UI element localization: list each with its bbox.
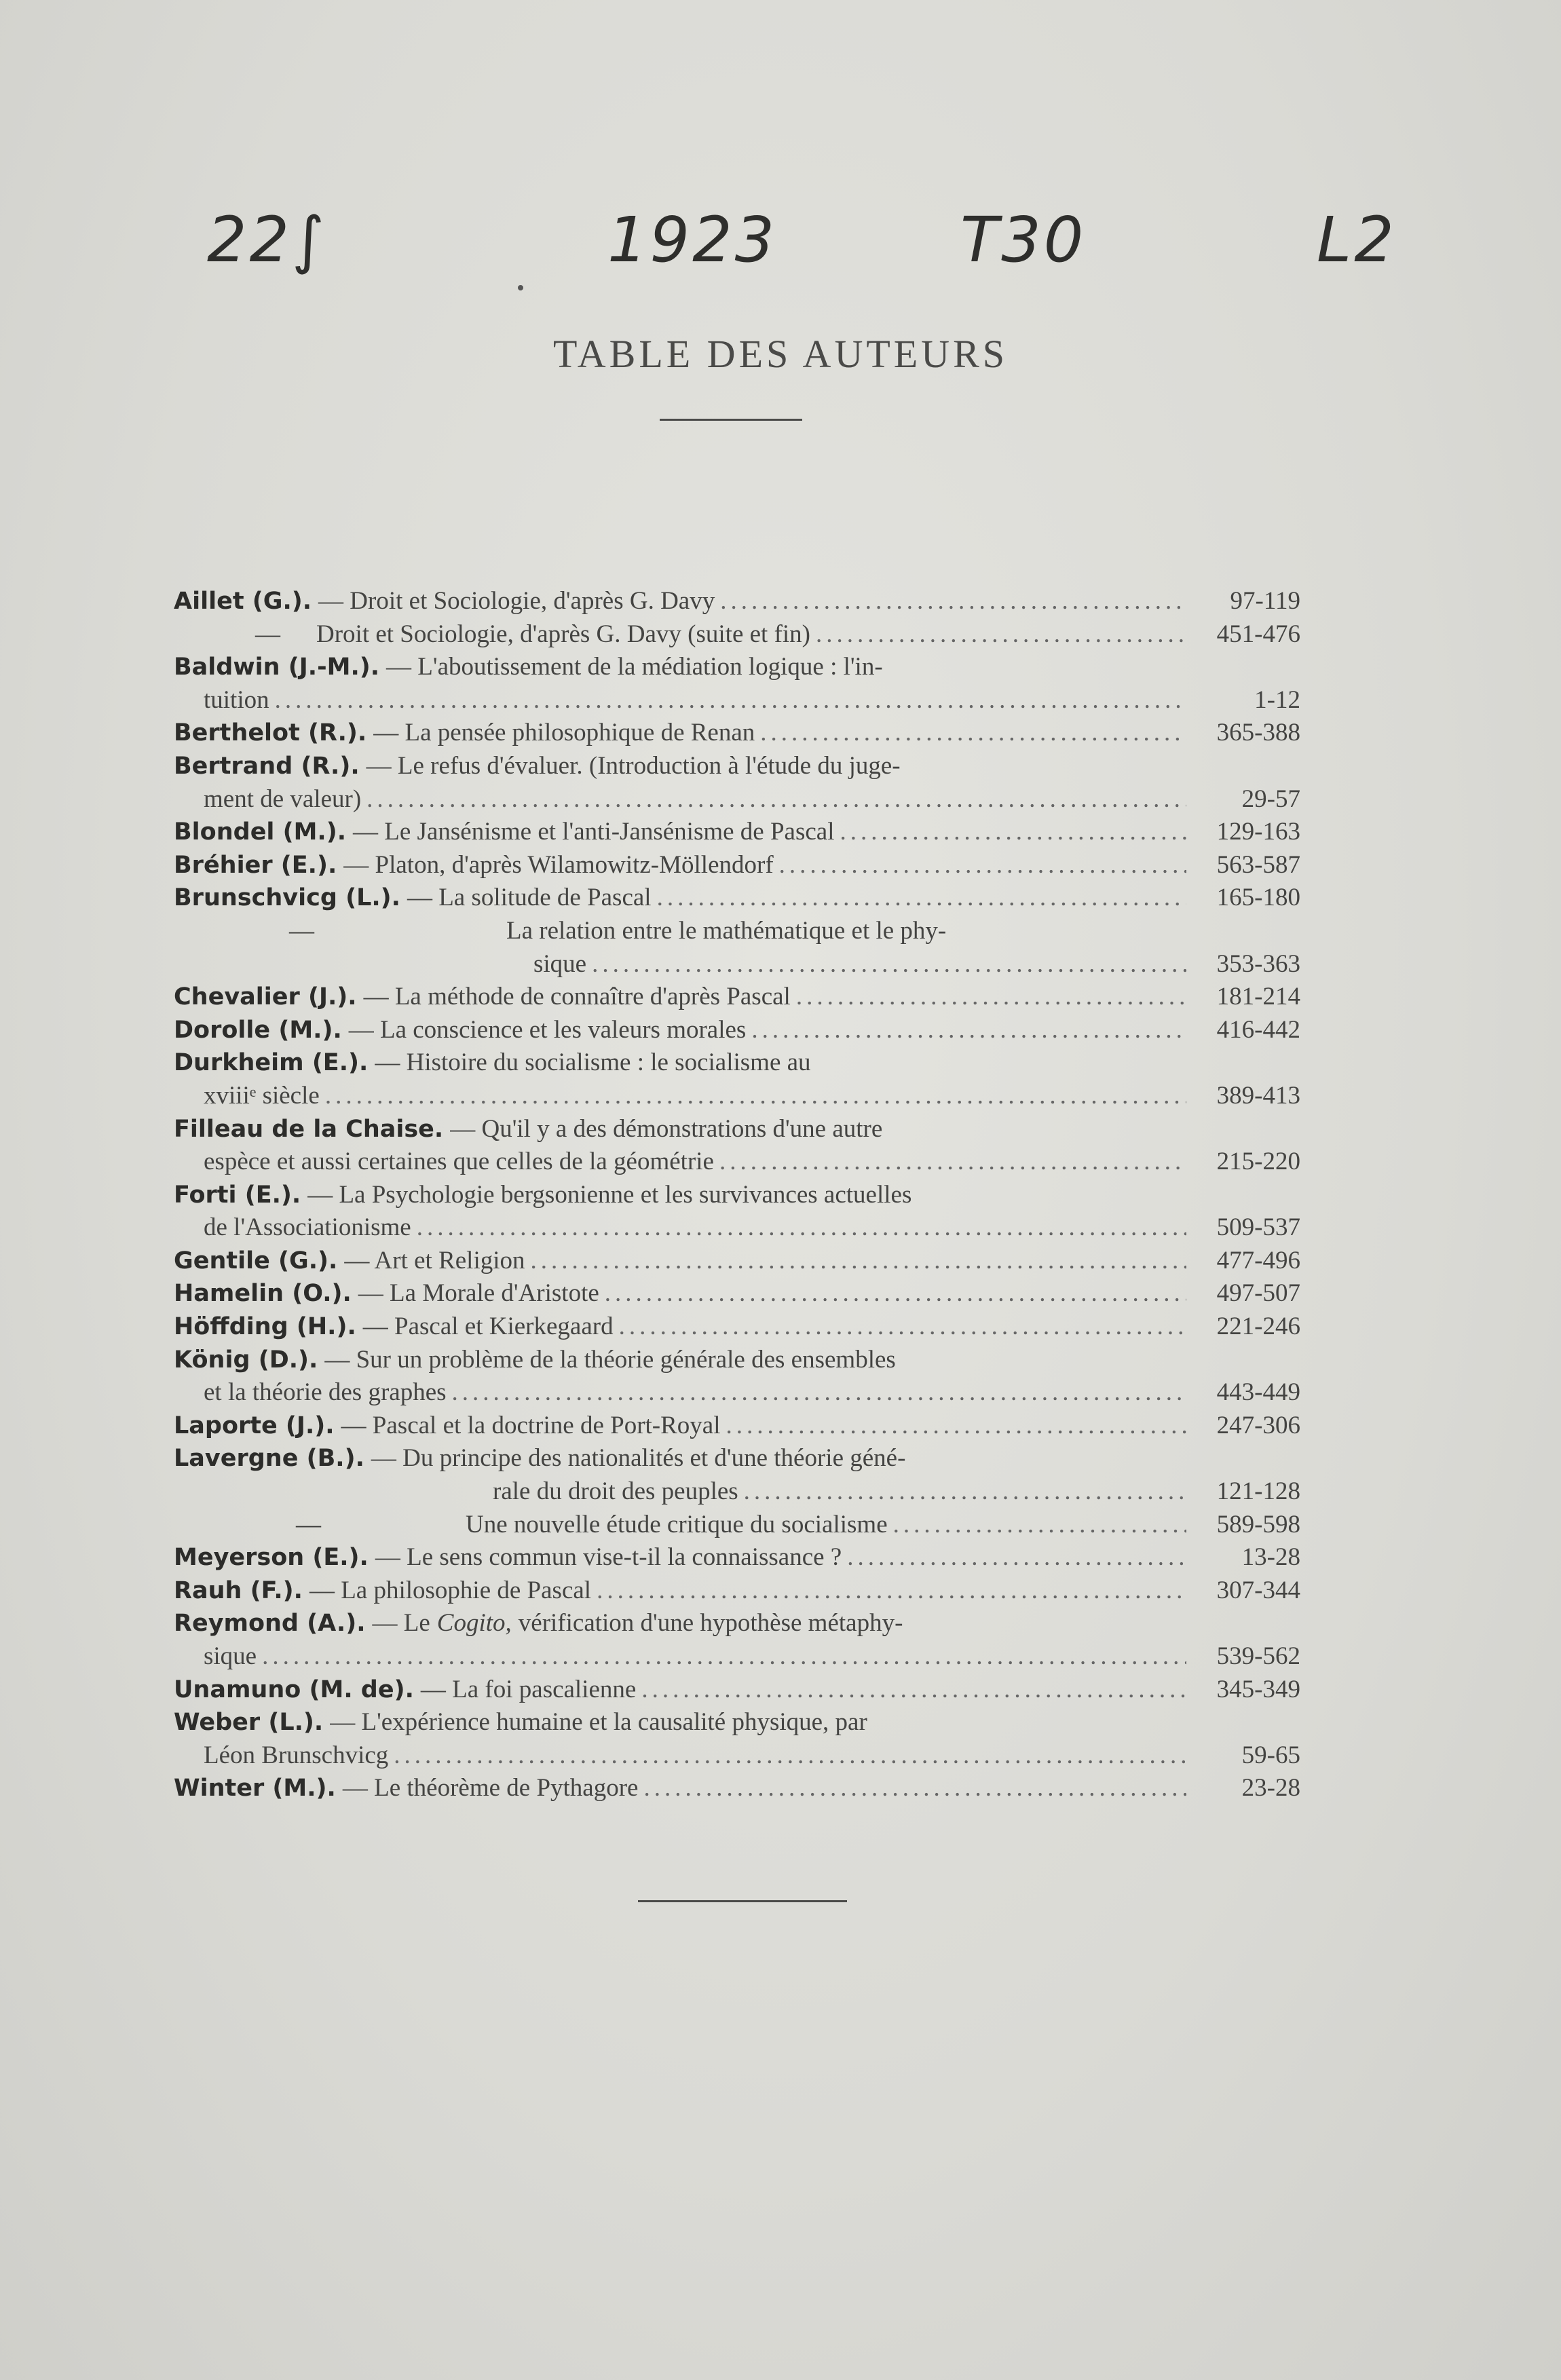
author-name: Meyerson (E.).: [174, 1544, 369, 1572]
index-line: Durkheim (E.). — Histoire du socialisme : le socialisme au: [174, 1046, 1300, 1080]
page-range: 389-413: [1216, 1081, 1300, 1110]
index-line: Brunschvicg (L.). — La solitude de Pascal ..... 165-180: [174, 882, 1300, 915]
index-line: Laporte (J.). — Pascal et la doctrine de Port-Royal ..... 247-306: [174, 1410, 1300, 1443]
index-line: sique ..... 353-363: [174, 948, 1300, 981]
page-range: 1-12: [1254, 685, 1300, 714]
author-name: Forti (E.).: [174, 1181, 301, 1209]
page-range: 497-507: [1216, 1279, 1300, 1308]
index-line: Chevalier (J.). — La méthode de connaître d'après Pascal ..... 181-214: [174, 981, 1300, 1014]
page-range: 13-28: [1241, 1543, 1300, 1572]
page-range: 589-598: [1216, 1510, 1300, 1538]
index-line: Winter (M.). — Le théorème de Pythagore ..... 23-28: [174, 1772, 1300, 1805]
author-name: König (D.).: [174, 1346, 318, 1374]
author-name: Unamuno (M. de).: [174, 1676, 414, 1703]
handwritten-note-1: 22∫: [207, 204, 327, 276]
author-name: Aillet (G.).: [174, 588, 312, 615]
page-range: 221-246: [1216, 1312, 1300, 1341]
index-line: — Droit et Sociologie, d'après G. Davy (suite et fin) ..... 451-476: [174, 618, 1300, 651]
handwritten-note-2: 1923: [607, 204, 778, 276]
index-line: Forti (E.). — La Psychologie bergsonienne et les survivances actuelles: [174, 1179, 1300, 1212]
author-name: Lavergne (B.).: [174, 1445, 364, 1473]
index-line: — La relation entre le mathématique et le phy-: [289, 916, 947, 945]
page-range: 165-180: [1216, 884, 1300, 912]
page-range: 539-562: [1216, 1642, 1300, 1670]
page-range: 416-442: [1216, 1015, 1300, 1044]
page-range: 353-363: [1216, 949, 1300, 978]
author-name: Weber (L.).: [174, 1709, 324, 1737]
page-range: 121-128: [1216, 1477, 1300, 1506]
index-line: Bertrand (R.). — Le refus d'évaluer. (Introduction à l'étude du juge-: [174, 750, 1300, 783]
index-line: Höffding (H.). — Pascal et Kierkegaard ..... 221-246: [174, 1310, 1300, 1344]
index-line: et la théorie des graphes ..... 443-449: [174, 1376, 1300, 1410]
author-index: [174, 585, 1300, 1805]
index-line: xviiiᵉ siècle ..... 389-413: [174, 1080, 1300, 1113]
index-line: rale du droit des peuples ..... 121-128: [174, 1475, 1300, 1509]
index-line: Baldwin (J.-M.). — L'aboutissement de la médiation logique : l'in-: [174, 653, 883, 681]
author-name: Reymond (A.).: [174, 1610, 366, 1638]
author-name: Winter (M.).: [174, 1775, 336, 1802]
index-line: tuition ..... 1-12: [174, 684, 1300, 717]
index-line: Berthelot (R.). — La pensée philosophique de Renan ..... 365-388: [174, 717, 1300, 750]
index-line: espèce et aussi certaines que celles de la géométrie ..... 215-220: [174, 1146, 1300, 1179]
author-name: Baldwin (J.-M.).: [174, 654, 380, 681]
index-line: Gentile (G.). — Art et Religion ..... 477-496: [174, 1245, 1300, 1278]
page-range: 365-388: [1216, 719, 1300, 747]
index-line: Lavergne (B.). — Du principe des nationalités et d'une théorie géné-: [174, 1442, 1300, 1475]
index-line: Blondel (M.). — Le Jansénisme et l'anti-Jansénisme de Pascal ..... 129-163: [174, 816, 1300, 849]
handwritten-note-4: L2: [1317, 204, 1397, 276]
author-name: Bertrand (R.).: [174, 752, 360, 780]
page-range: 181-214: [1216, 983, 1300, 1011]
author-name: Hamelin (O.).: [174, 1280, 352, 1308]
index-line: Hamelin (O.). — La Morale d'Aristote ..... 497-507: [174, 1277, 1300, 1310]
author-name: Durkheim (E.).: [174, 1049, 369, 1077]
page-range: 477-496: [1216, 1246, 1300, 1274]
page-range: 215-220: [1216, 1148, 1300, 1176]
index-line: de l'Associationisme ..... 509-537: [174, 1211, 1300, 1245]
author-name: Dorolle (M.).: [174, 1016, 342, 1044]
author-name: Chevalier (J.).: [174, 983, 357, 1011]
index-line: Rauh (F.). — La philosophie de Pascal ..... 307-344: [174, 1574, 1300, 1608]
closing-divider: [638, 1900, 847, 1902]
page-range: 59-65: [1241, 1741, 1300, 1769]
author-name: Blondel (M.).: [174, 818, 347, 846]
index-line: ment de valeur) ..... 29-57: [174, 783, 1300, 816]
index-line: Weber (L.). — L'expérience humaine et la causalité physique, par: [174, 1706, 1300, 1739]
page-range: 563-587: [1216, 850, 1300, 879]
index-line: Aillet (G.). — Droit et Sociologie, d'après G. Davy ..... 97-119: [174, 585, 1300, 618]
author-name: Bréhier (E.).: [174, 851, 337, 879]
author-name: Gentile (G.).: [174, 1247, 338, 1274]
index-line: — Une nouvelle étude critique du socialisme ..... 589-598: [174, 1509, 1300, 1542]
index-line: sique ..... 539-562: [174, 1640, 1300, 1674]
index-line: König (D.). — Sur un problème de la théorie générale des ensembles: [174, 1344, 1300, 1377]
index-line: Meyerson (E.). — Le sens commun vise-t-il la connaissance ? ..... 13-28: [174, 1541, 1300, 1574]
page-range: 247-306: [1216, 1411, 1300, 1439]
index-line: Reymond (A.). — Le Cogito, vérification d'une hypothèse métaphy-: [174, 1607, 1300, 1640]
title-divider: [660, 419, 802, 421]
author-name: Berthelot (R.).: [174, 719, 367, 747]
index-line: Filleau de la Chaise. — Qu'il y a des démonstrations d'une autre: [174, 1113, 1300, 1146]
page-range: 29-57: [1241, 785, 1300, 813]
page-range: 345-349: [1216, 1675, 1300, 1703]
page-range: 97-119: [1230, 587, 1300, 615]
handwritten-note-3: T30: [960, 204, 1087, 276]
ink-dot: [518, 285, 523, 290]
index-line: Dorolle (M.). — La conscience et les valeurs morales ..... 416-442: [174, 1014, 1300, 1047]
page-range: 129-163: [1216, 818, 1300, 846]
author-name: Höffding (H.).: [174, 1313, 356, 1341]
page-range: 23-28: [1241, 1774, 1300, 1802]
author-name: Filleau de la Chaise.: [174, 1115, 444, 1143]
page-range: 443-449: [1216, 1378, 1300, 1407]
author-name: Laporte (J.).: [174, 1412, 335, 1439]
index-line: Unamuno (M. de). — La foi pascalienne ..... 345-349: [174, 1674, 1300, 1707]
index-line: Léon Brunschvicg ..... 59-65: [174, 1739, 1300, 1773]
page-range: 307-344: [1216, 1576, 1300, 1604]
author-name: Rauh (F.).: [174, 1576, 303, 1604]
page-range: 451-476: [1216, 620, 1300, 648]
index-line: Bréhier (E.). — Platon, d'après Wilamowitz-Möllendorf ..... 563-587: [174, 849, 1300, 882]
author-name: Brunschvicg (L.).: [174, 884, 400, 912]
page-range: 509-537: [1216, 1213, 1300, 1242]
page-title: TABLE DES AUTEURS: [552, 332, 1009, 376]
